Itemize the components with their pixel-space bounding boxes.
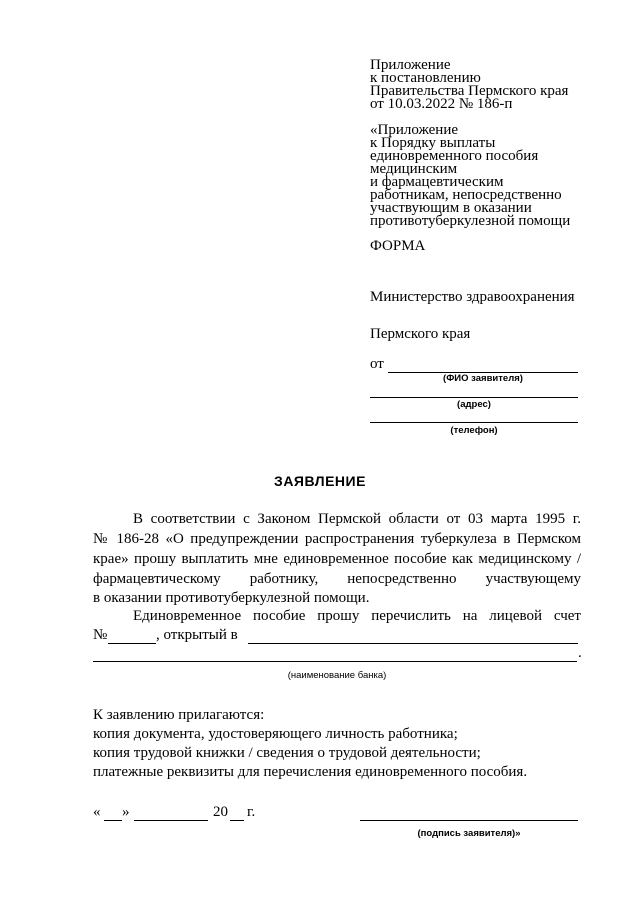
appendix-header-line: Приложение	[370, 57, 451, 73]
addressee-ministry: Министерство здравоохранения	[370, 289, 575, 305]
paragraph-line: № 186-28 «О предупреждении распространения туберкулеза в Пермском	[93, 531, 581, 547]
word: счет	[553, 608, 581, 624]
paragraph-line: крае» прошу выплатить мне единовременное пособие как медицинскому /	[93, 551, 581, 567]
fio-caption: (ФИО заявителя)	[443, 373, 523, 384]
date-close-quote: »	[122, 804, 130, 820]
word: пособие	[253, 608, 306, 624]
date-month-field-line[interactable]	[134, 820, 208, 821]
word: непосредственно	[347, 571, 457, 587]
bank-field-line-1[interactable]	[248, 643, 578, 644]
word: Единовременное	[133, 608, 242, 624]
word: перечислить	[371, 608, 451, 624]
order-header-line: участвующим в оказании	[370, 200, 532, 216]
word: прошу	[317, 608, 360, 624]
word: участвующему	[485, 571, 581, 587]
account-number-prefix: №	[93, 627, 108, 643]
signature-field-line[interactable]	[360, 820, 578, 821]
attachment-item: копия документа, удостоверяющего личность работника;	[93, 726, 458, 742]
paragraph-line: В соответствии с Законом Пермской области от 03 марта 1995 г.	[133, 511, 581, 527]
appendix-header-line: к постановлению	[370, 70, 481, 86]
bank-caption: (наименование банка)	[287, 670, 387, 681]
attachment-item: платежные реквизиты для перечисления единовременного пособия.	[93, 764, 528, 780]
bank-line-end-dot: .	[578, 645, 582, 661]
order-header-line: противотуберкулезной помощи	[370, 213, 571, 229]
date-year-prefix: 20	[213, 804, 228, 820]
date-year-field-line[interactable]	[230, 820, 244, 821]
order-header-line: к Порядку выплаты	[370, 135, 496, 151]
appendix-header-line: от 10.03.2022 № 186-п	[370, 96, 513, 112]
paragraph-line: в оказании противотуберкулезной помощи.	[93, 590, 370, 606]
phone-field-line[interactable]	[370, 422, 578, 423]
date-day-field-line[interactable]	[104, 820, 122, 821]
order-header-line: работникам, непосредственно	[370, 187, 562, 203]
order-header-line: медицинским	[370, 161, 458, 177]
account-number-field-line[interactable]	[108, 643, 156, 644]
appendix-header-line: Правительства Пермского края	[370, 83, 569, 99]
order-header-line: и фармацевтическим	[370, 174, 504, 190]
date-open-quote: «	[93, 804, 101, 820]
opened-in-label: , открытый в	[156, 627, 238, 643]
addressee-region: Пермского края	[370, 326, 471, 342]
order-header-line: единовременного пособия	[370, 148, 539, 164]
word: фармацевтическому	[93, 571, 221, 587]
form-label: ФОРМА	[370, 238, 426, 254]
attachment-item: копия трудовой книжки / сведения о трудовой деятельности;	[93, 745, 481, 761]
attachments-heading: К заявлению прилагаются:	[93, 707, 265, 723]
address-field-line[interactable]	[370, 397, 578, 398]
bank-field-line-2[interactable]	[93, 661, 577, 662]
phone-caption: (телефон)	[450, 425, 498, 436]
from-label: от	[370, 356, 384, 372]
date-year-suffix: г.	[247, 804, 256, 820]
word: лицевой	[489, 608, 542, 624]
document-title: ЗАЯВЛЕНИЕ	[274, 473, 366, 489]
paragraph-line	[93, 571, 581, 588]
order-header-line: «Приложение	[370, 122, 459, 138]
paragraph-line	[133, 608, 581, 625]
word: работнику,	[249, 571, 319, 587]
word: на	[462, 608, 478, 624]
signature-caption: (подпись заявителя)»	[417, 828, 521, 839]
address-caption: (адрес)	[457, 399, 491, 410]
